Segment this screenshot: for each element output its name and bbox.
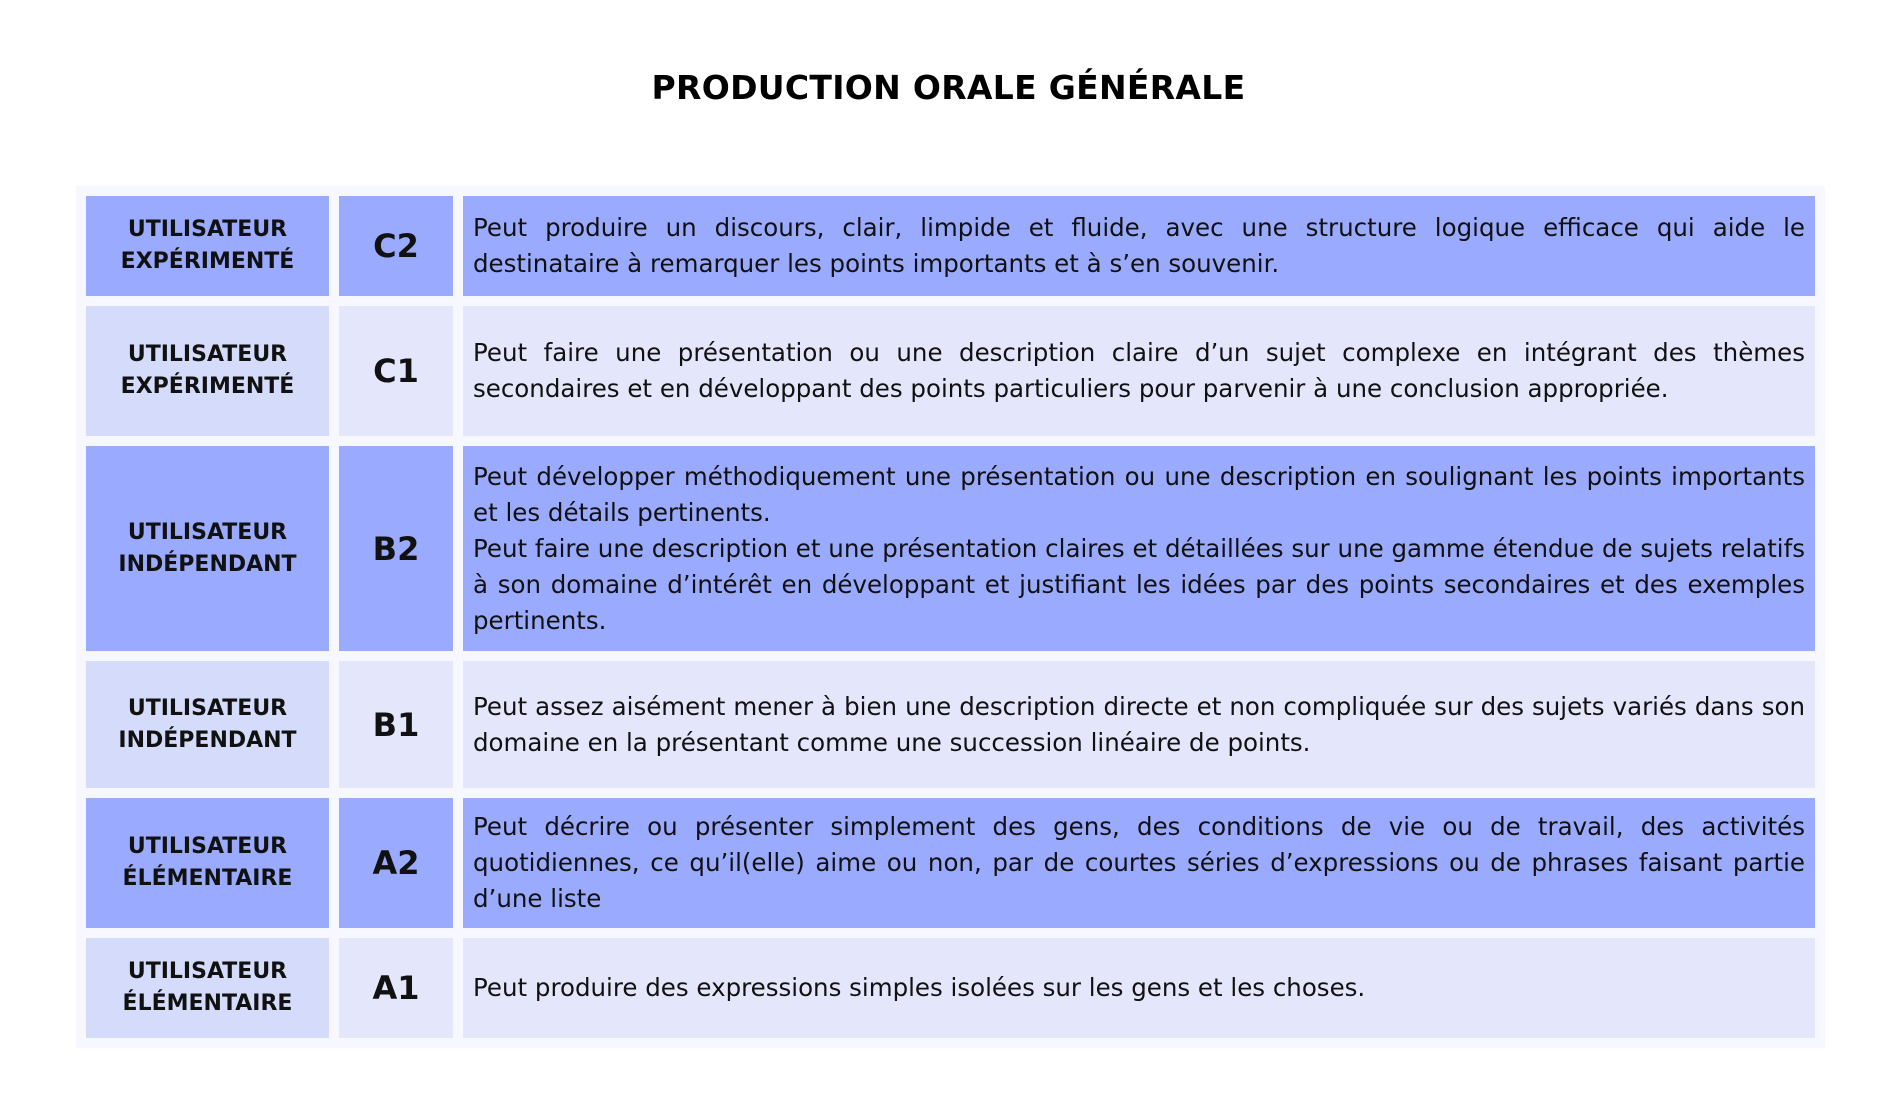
- level-cell: C2: [339, 196, 453, 296]
- user-category-cell: [86, 661, 329, 788]
- user-category-line: UTILISATEUR: [127, 834, 288, 859]
- description-cell: [463, 661, 1815, 788]
- user-category-line: INDÉPENDANT: [118, 551, 297, 577]
- description-text: Peut produire un discours, clair, limpide et fluide, avec une structure logique efficace qui aide le destinataire à remarquer les points importants et à s’en souvenir.: [473, 213, 1805, 278]
- user-category-line: INDÉPENDANT: [118, 727, 297, 753]
- user-category-line: ÉLÉMENTAIRE: [122, 991, 293, 1016]
- user-category-cell: [86, 196, 329, 296]
- user-category-cell: [86, 306, 329, 436]
- user-category-line: UTILISATEUR: [127, 519, 288, 545]
- description-cell: [463, 306, 1815, 436]
- table-row-a1: [86, 938, 1815, 1038]
- description-text: Peut faire une présentation ou une description claire d’un sujet complexe en intégrant des thèmes secondaires et en développant des points particuliers pour parvenir à une conclusion appropriée.: [473, 338, 1805, 403]
- description-cell: [463, 196, 1815, 296]
- user-category-line: UTILISATEUR: [127, 695, 288, 721]
- level-cell: A2: [339, 798, 453, 928]
- description-cell: [463, 938, 1815, 1038]
- level-cell: C1: [339, 306, 453, 436]
- user-category-line: UTILISATEUR: [127, 959, 288, 984]
- user-category-line: UTILISATEUR: [127, 217, 288, 242]
- description-text: Peut développer méthodiquement une présentation ou une description en soulignant les points importants et les détails pertinents.: [473, 461, 1805, 527]
- user-category-cell: [86, 446, 329, 651]
- level-cell: B1: [339, 661, 453, 788]
- table-row-c2: [86, 196, 1815, 296]
- table-row-a2: [86, 798, 1815, 928]
- table-row-b1: [86, 661, 1815, 788]
- levels-table: [76, 186, 1825, 1048]
- user-category-line: EXPÉRIMENTÉ: [120, 374, 295, 399]
- description-cell: [463, 446, 1815, 651]
- user-category-line: EXPÉRIMENTÉ: [120, 249, 295, 274]
- description-text: Peut faire une description et une présentation claires et détaillées sur une gamme étendue de sujets relatifs à son domaine d’intérêt en développant et justifiant les idées par des points secondaires et des exemples pertinents.: [473, 533, 1805, 635]
- user-category-cell: [86, 938, 329, 1038]
- description-text: Peut produire des expressions simples isolées sur les gens et les choses.: [473, 973, 1366, 1002]
- table-row-c1: [86, 306, 1815, 436]
- user-category-line: ÉLÉMENTAIRE: [122, 866, 293, 891]
- level-cell: A1: [339, 938, 453, 1038]
- level-cell: B2: [339, 446, 453, 651]
- description-text: Peut décrire ou présenter simplement des gens, des conditions de vie ou de travail, des activités quotidiennes, ce qu’il(elle) aime ou non, par de courtes séries d’expressions ou de phrases faisant partie d’une liste: [473, 812, 1805, 913]
- page-title: PRODUCTION ORALE GÉNÉRALE: [651, 68, 1246, 107]
- table-row-b2: [86, 446, 1815, 651]
- user-category-line: UTILISATEUR: [127, 342, 288, 367]
- user-category-cell: [86, 798, 329, 928]
- description-cell: [463, 798, 1815, 928]
- description-text: Peut assez aisément mener à bien une description directe et non compliquée sur des sujets variés dans son domaine en la présentant comme une succession linéaire de points.: [473, 691, 1805, 757]
